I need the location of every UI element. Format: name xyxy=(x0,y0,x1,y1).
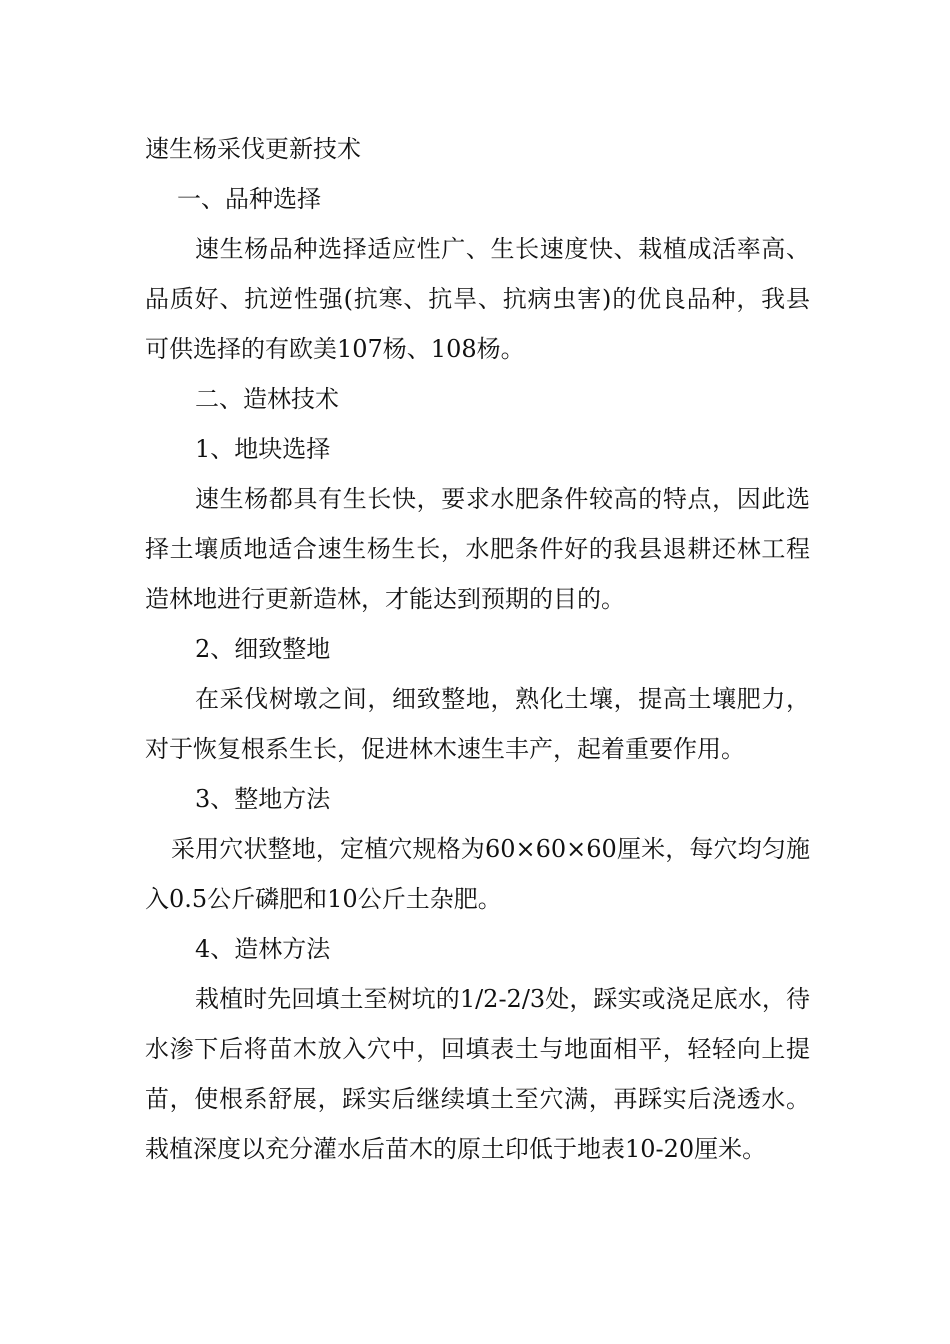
document-title: 速生杨采伐更新技术 xyxy=(145,135,361,163)
subsection-heading-preparation-method: 3、整地方法 xyxy=(195,785,331,813)
paragraph-preparation-method: 采用穴状整地，定植穴规格为60×60×60厘米，每穴均匀施入0.5公斤磷肥和10公斤土杂肥。 xyxy=(145,835,810,913)
document-body xyxy=(145,124,810,1174)
paragraph-site-selection: 速生杨都具有生长快，要求水肥条件较高的特点，因此选择土壤质地适合速生杨生长，水肥条件好的我县退耕还林工程造林地进行更新造林，才能达到预期的目的。 xyxy=(145,485,810,613)
subsection-heading-planting-method: 4、造林方法 xyxy=(195,935,331,963)
subsection-heading-land-preparation: 2、细致整地 xyxy=(195,635,331,663)
paragraph-variety: 速生杨品种选择适应性广、生长速度快、栽植成活率高、品质好、抗逆性强(抗寒、抗旱、抗病虫害)的优良品种，我县可供选择的有欧美107杨、108杨。 xyxy=(145,235,810,363)
section-heading-afforestation: 二、造林技术 xyxy=(195,385,339,413)
section-heading-variety: 一、品种选择 xyxy=(177,185,321,213)
subsection-heading-site-selection: 1、地块选择 xyxy=(195,435,331,463)
paragraph-land-preparation: 在采伐树墩之间，细致整地，熟化土壤，提高土壤肥力，对于恢复根系生长，促进林木速生丰产，起着重要作用。 xyxy=(145,685,810,763)
paragraph-planting-method: 栽植时先回填土至树坑的1/2-2/3处，踩实或浇足底水，待水渗下后将苗木放入穴中，回填表土与地面相平，轻轻向上提苗，使根系舒展，踩实后继续填土至穴满，再踩实后浇透水。栽植深度以充分灌水后苗木的原土印低于地表10-20厘米。 xyxy=(145,985,810,1163)
